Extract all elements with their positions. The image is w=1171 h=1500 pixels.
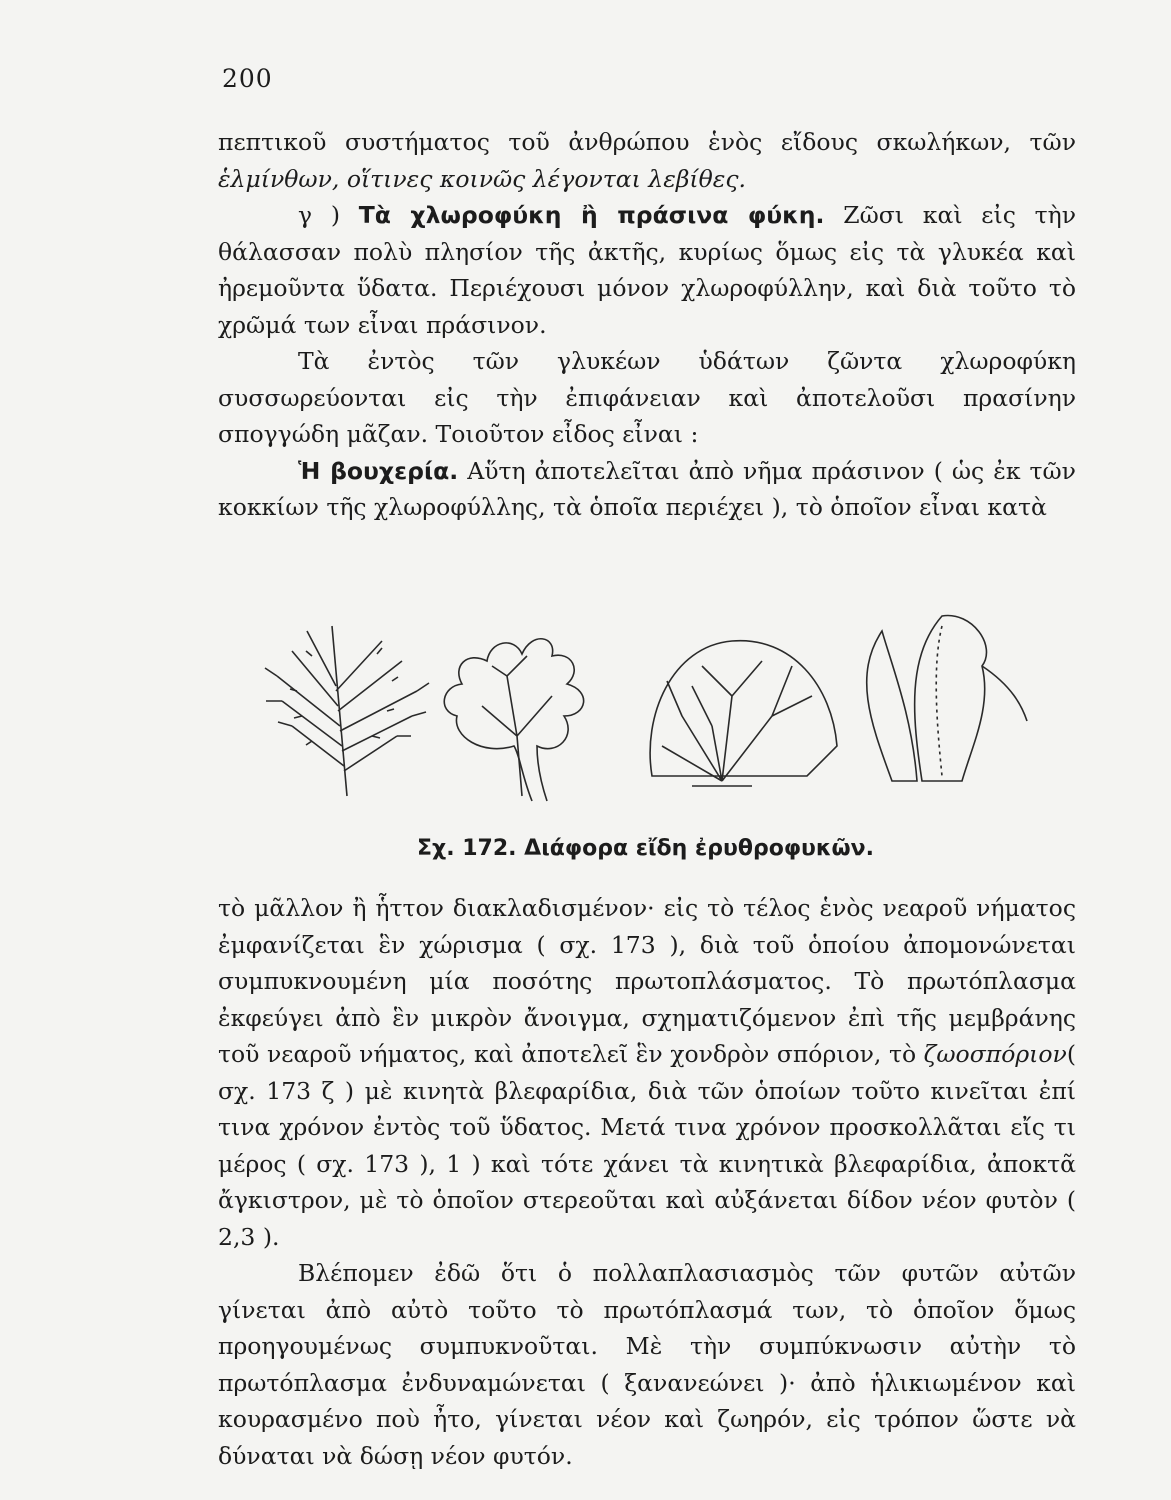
paragraph xyxy=(218,453,1076,526)
paragraph-text: ( σχ. 173 ζ ) μὲ κινητὰ βλεφαρίδια, διὰ τῶν ὁποίων τοῦτο κινεῖται ἐπί τινα χρόνον ἐντὸς τοῦ ὕδατος. Μετά τινα χρόνον προσκολλᾶται εἴς τι μέρος ( σχ. 173 ), 1 ) καὶ τότε χάνει τὰ κινητικὰ βλεφαρίδια, ἀποκτᾶ ἄγκιστρον, μὲ τὸ ὁποῖον στερεοῦται καὶ αὐξάνεται δίδον νέον φυτὸν ( 2,3 ). xyxy=(218,1040,1076,1251)
paragraph xyxy=(218,124,1076,197)
figure-caption: Σχ. 172. Διάφορα εἴδη ἐρυθροφυκῶν. xyxy=(417,836,874,861)
paragraph-text: Τὰ ἐντὸς τῶν γλυκέων ὑδάτων ζῶντα χλωροφύκη συσσωρεύονται εἰς τὴν ἐπιφάνειαν καὶ ἀποτελοῦσι πρασίνην σπογγώδη μᾶζαν. Τοιοῦτον εἶδος εἶναι : xyxy=(218,347,1076,448)
feathery-alga-drawing xyxy=(265,626,429,796)
lobed-alga-drawing xyxy=(444,639,583,801)
text-block-bottom xyxy=(218,890,1076,1474)
section-heading: Τὰ χλωροφύκη ἢ πράσινα φύκη. xyxy=(358,201,825,229)
ribbon-alga-drawing xyxy=(867,616,1027,781)
fan-alga-drawing xyxy=(650,641,837,786)
paragraph xyxy=(218,197,1076,343)
page-number: 200 xyxy=(222,64,273,93)
paragraph-text: Αὕτη ἀποτελεῖται ἀπὸ νῆμα πράσινον ( ὡς ἐκ τῶν κοκκίων τῆς χλωροφύλλης, τὰ ὁποῖα περιέχει ), τὸ ὁποῖον εἶναι κατὰ xyxy=(218,456,1076,521)
paragraph xyxy=(218,1255,1076,1474)
paragraph xyxy=(218,890,1076,1255)
italic-term: ζωοσπόριον xyxy=(923,1040,1067,1068)
text-block-top xyxy=(218,124,1076,526)
list-label: γ ) xyxy=(298,201,340,229)
paragraph-text: Βλέπομεν ἐδῶ ὅτι ὁ πολλαπλασιασμὸς τῶν φυτῶν αὐτῶν γίνεται ἀπὸ αὐτὸ τοῦτο τὸ πρωτόπλασμά των, τὸ ὁποῖον ὅμως προηγουμένως συμπυκνοῦται. Μὲ τὴν συμπύκνωσιν αὐτὴν τὸ πρωτόπλασμα ἐνδυναμώνεται ( ξανανεώνει )· ἀπὸ ἡλικιωμένον καὶ κουρασμένο ποὺ ἦτο, γίνεται νέον καὶ ζωηρόν, εἰς τρόπον ὥστε νὰ δύναται νὰ δώσῃ νέον φυτόν. xyxy=(218,1259,1076,1470)
italic-term: ἑλμίνθων, οἵτινες κοινῶς λέγονται λεβίθες. xyxy=(218,164,747,193)
paragraph-text: τὸ μᾶλλον ἢ ἧττον διακλαδισμένον· εἰς τὸ τέλος ἑνὸς νεαροῦ νήματος ἐμφανίζεται ἓν χώρισμα ( σχ. 173 ), διὰ τοῦ ὁποίου ἀπομονώνεται συμπυκνουμένη μία ποσότης πρωτοπλάσματος. Τὸ πρωτόπλασμα ἐκφεύγει ἀπὸ ἓν μικρὸν ἄνοιγμα, σχηματιζόμενον ἐπὶ τῆς μεμβράνης τοῦ νεαροῦ νήματος, καὶ ἀποτελεῖ ἓν χονδρὸν σπόριον, τὸ xyxy=(218,894,1076,1068)
paragraph-text: πεπτικοῦ συστήματος τοῦ ἀνθρώπου ἑνὸς εἴδους σκωλήκων, τῶν xyxy=(218,128,1076,156)
paragraph xyxy=(218,343,1076,453)
section-heading: Ἡ βουχερία. xyxy=(298,456,459,485)
algae-illustration xyxy=(252,606,1052,806)
paragraph-text: Ζῶσι καὶ εἰς τὴν θάλασσαν πολὺ πλησίον τῆς ἀκτῆς, κυρίως ὅμως εἰς τὰ γλυκέα καὶ ἠρεμοῦντα ὕδατα. Περιέχουσι μόνον χλωροφύλλην, καὶ διὰ τοῦτο τὸ χρῶμά των εἶναι πράσινον. xyxy=(218,201,1076,339)
